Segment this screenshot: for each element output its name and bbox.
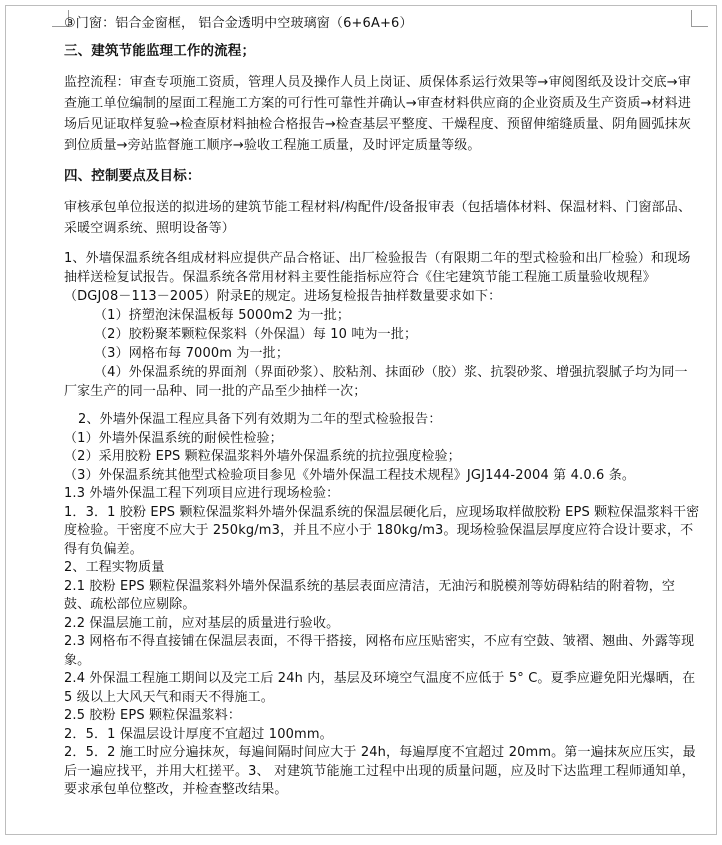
paragraph-1-3-1: 1．3．1 胶粉 EPS 颗粒保温浆料外墙外保温系统的保温层硬化后，应现场取样做胶粉 EPS 颗粒保温浆料干密度检验。干密度不应大于 250kg/m3，并且不应小于 180kg/m3。现场检验保温层厚度应符合设计要求，不得有负偏差。 [64, 504, 700, 557]
paragraph-door-window: ③门窗：铝合金窗框， 铝合金透明中空玻璃窗（6+6A+6） [64, 16, 413, 31]
list-item: （3）外保温系统其他型式检验项目参见《外墙外保温工程技术规程》JGJ144-2004 第 4.0.6 条。 [64, 467, 636, 483]
paragraph-monitor-flow: 监控流程：审查专项施工资质，管理人员及操作人员上岗证、质保体系运行效果等→审阅图纸及设计交底→审查施工单位编制的屋面工程施工方案的可行性可靠性并确认→审查材料供应商的企业资质及生产资质→材料进场后见证取样复验→检查原材料抽检合格报告→检查基层平整度、干燥程度、预留伸缩缝质量、阴角圆弧抹灰到位质量→旁站监督施工顺序→验收工程施工质量，及时评定质量等级。 [64, 75, 691, 153]
heading-section-4: 四、控制要点及目标： [64, 168, 201, 184]
paragraph-2-5-2: 2．5．2 施工时应分遍抹灰，每遍间隔时间应大于 24h，每遍厚度不宜超过 20mm。第一遍抹灰应压实，最后一遍应找平，并用大杠搓平。3、 对建筑节能施工过程中出现的质量问题，应及时下达监理工程师通知单，要求承包单位整改，并检查整改结果。 [64, 745, 696, 797]
list-item: （1）外墙外保温系统的耐候性检验； [64, 430, 283, 446]
paragraph-2-1: 2.1 胶粉 EPS 颗粒保温浆料外墙外保温系统的基层表面应清洁，无油污和脱模剂等妨碍粘结的附着物，空鼓、疏松部位应剔除。 [64, 578, 676, 612]
document-body [64, 13, 700, 800]
paragraph-2-4: 2.4 外保温工程施工期间以及完工后 24h 内，基层及环境空气温度不应低于 5° C。夏季应避免阳光爆晒，在 5 级以上大风天气和雨天不得施工。 [64, 671, 696, 705]
paragraph-item-1: 1、外墙保温系统各组成材料应提供产品合格证、出厂检验报告（有限期二年的型式检验和出厂检验）和现场抽样送检复试报告。保温系统各常用材料主要性能指标应符合《住宅建筑节能工程施工质量验收规程》（DGJ08－113－2005）附录E的规定。进场复检报告抽样数量要求如下： [64, 251, 691, 304]
list-item: （2）胶粉聚苯颗粒保浆料（外保温）每 10 吨为一批； [94, 327, 418, 342]
paragraph-2-5: 2.5 胶粉 EPS 颗粒保温浆料： [64, 708, 242, 723]
paragraph-review-materials: 审核承包单位报送的拟进场的建筑节能工程材料/构配件/设备报审表（包括墙体材料、保温材料、门窗部品、采暖空调系统、照明设备等） [64, 200, 692, 236]
list-item: （2）采用胶粉 EPS 颗粒保温浆料外墙外保温系统的抗拉强度检验； [64, 449, 461, 464]
paragraph-2-3: 2.3 网格布不得直接铺在保温层表面，不得干搭接，网格布应压贴密实，不应有空鼓、皱褶、翘曲、外露等现象。 [64, 634, 695, 668]
paragraph-item-2: 2、外墙外保温工程应具备下列有效期为二年的型式检验报告： [78, 412, 442, 427]
paragraph-2-5-1: 2．5．1 保温层设计厚度不宜超过 100mm。 [64, 726, 333, 742]
list-item: （1）挤塑泡沫保温板每 5000m2 为一批； [94, 308, 351, 323]
document-page [5, 5, 717, 835]
paragraph-1-3: 1.3 外墙外保温工程下列项目应进行现场检验： [64, 486, 340, 501]
list-item: （4）外保温系统的界面剂（界面砂浆）、胶粘剂、抹面砂（胶）浆、抗裂砂浆、增强抗裂腻子均为同一厂家生产的同一品种、同一批的产品至少抽样一次； [64, 365, 688, 399]
paragraph-2-2: 2.2 保温层施工前，应对基层的质量进行验收。 [64, 615, 340, 631]
paragraph-2: 2、工程实物质量 [64, 560, 165, 575]
list-item: （3）网格布每 7000m 为一批； [94, 346, 289, 361]
heading-section-3: 三、建筑节能监理工作的流程； [64, 43, 256, 59]
